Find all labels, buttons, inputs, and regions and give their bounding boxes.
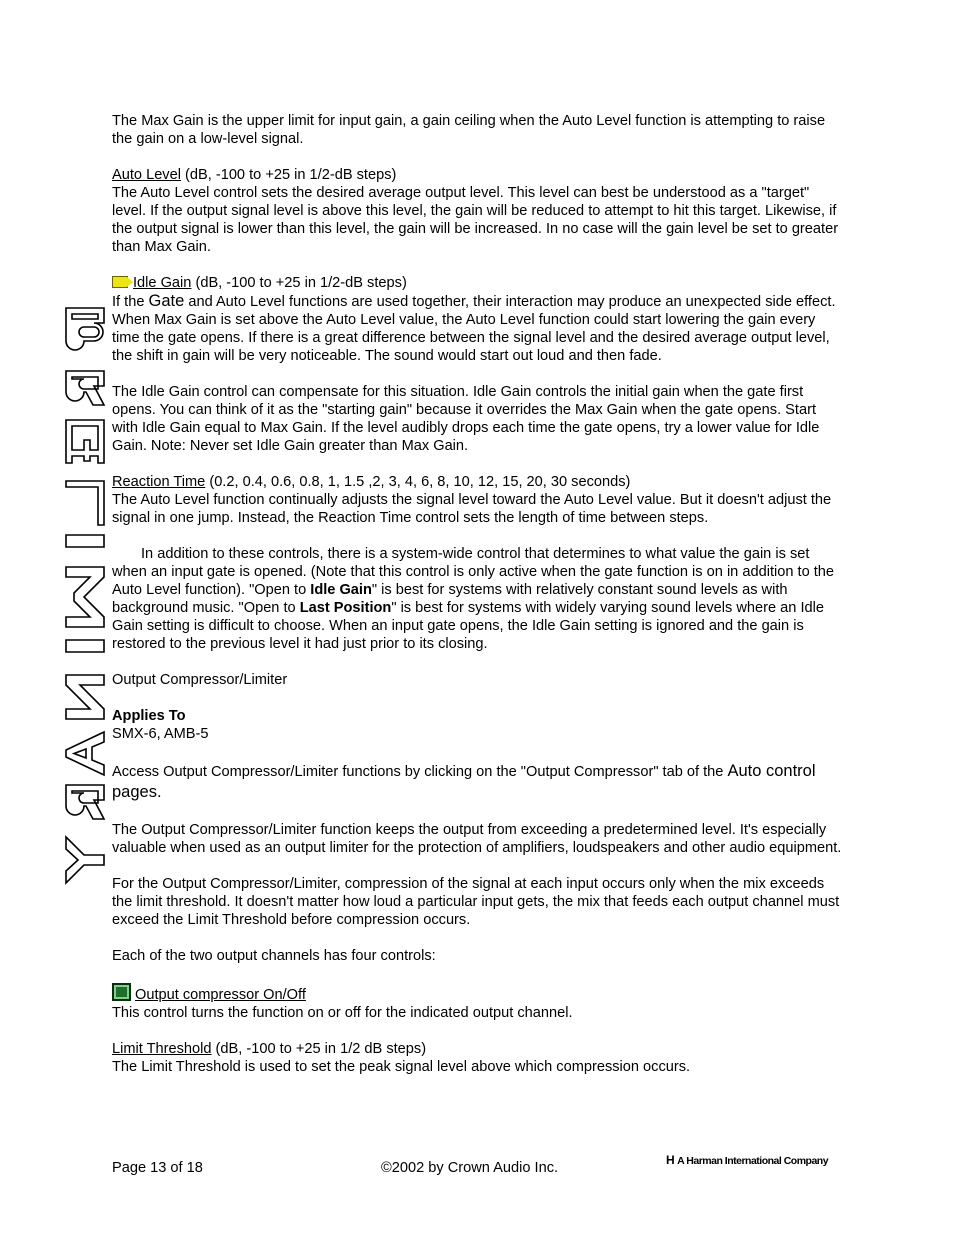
auto-level-section — [112, 166, 844, 256]
ocl-body-1: The Output Compressor/Limiter function keeps the output from exceeding a predetermined level. It's especially valuable when used as an output limiter for the protection of amplifiers, loudspeakers and other audio equipment. — [112, 822, 842, 856]
applies-to-body: SMX-6, AMB-5 — [112, 726, 209, 742]
harman-logo-text: A Harman International Company — [677, 1155, 829, 1167]
limit-threshold-title: Limit Threshold — [112, 1041, 212, 1057]
ocl-body-3: Each of the two output channels has four controls: — [112, 948, 436, 964]
auto-level-body: The Auto Level control sets the desired average output level. This level can best be understood as a "target" level. If the output signal level is above this level, the gain will be reduced to attempt to hit this target. Likewise, if the output signal is lower than this level, the gain will be increased. In no case will the gain level be set to greater than Max Gain. — [112, 185, 839, 255]
applies-to-title: Applies To — [112, 708, 186, 724]
limit-threshold-body: The Limit Threshold is used to set the peak signal level above which compression occurs. — [112, 1059, 691, 1075]
system-text-c: " is best for systems with widely varying sound levels where an Idle Gain setting is difficult to choose. When an input gate opens, the Idle Gain setting is ignored and the gain is restored to the previous level it had just prior to its closing. — [112, 600, 824, 652]
reaction-time-body: The Auto Level function continually adjusts the signal level toward the Auto Level value. But it doesn't adjust the signal in one jump. Instead, the Reaction Time control sets the length of time between steps. — [112, 492, 832, 526]
limit-threshold-range: (dB, -100 to +25 in 1/2 dB steps) — [211, 1041, 427, 1057]
idle-gain-title: Idle Gain — [133, 275, 192, 291]
onoff-title: Output compressor On/Off — [135, 987, 306, 1003]
idle-gain-range: (dB, -100 to +25 in 1/2-dB steps) — [191, 275, 407, 291]
limit-threshold-section — [112, 1040, 844, 1076]
access-paragraph — [112, 761, 844, 803]
reaction-time-title: Reaction Time — [112, 474, 206, 490]
system-control-paragraph — [112, 545, 844, 653]
arrow-icon — [112, 276, 128, 288]
copyright: ©2002 by Crown Audio Inc. — [381, 1160, 559, 1176]
ocl-body-2: For the Output Compressor/Limiter, compression of the signal at each input occurs only when the mix exceeds the limit threshold. It doesn't matter how loud a particular input gets, the mix that feeds each output channel must exceed the Limit Threshold before compression occurs. — [112, 876, 840, 928]
output-compressor-heading: Output Compressor/Limiter — [112, 672, 288, 688]
page-number: Page 13 of 18 — [112, 1160, 203, 1176]
harman-logo-mark: H — [666, 1153, 675, 1167]
applies-to-section — [112, 707, 844, 743]
idle-gain-body-b: and Auto Level functions are used together, their interaction may produce an unexpected side effect. When Max Gain is set above the Auto Level value, the Auto Level function could start lowering the gain every time the gate opens. If there is a great difference between the signal level and the desired average output level, the shift in gain will be very noticeable. The sound would start out loud and then fade. — [112, 294, 836, 364]
onoff-body: This control turns the function on or off for the indicated output channel. — [112, 1005, 573, 1021]
system-idle-gain: Idle Gain — [310, 582, 372, 598]
onoff-section — [112, 983, 844, 1022]
switch-icon — [112, 983, 131, 1001]
idle-gain-body-gate: Gate — [148, 292, 185, 310]
preliminary-watermark — [60, 305, 110, 895]
idle-gain-body-a: If the — [112, 294, 149, 310]
max-gain-paragraph: The Max Gain is the upper limit for input gain, a gain ceiling when the Auto Level function is attempting to raise the gain on a low-level signal. — [112, 113, 826, 147]
reaction-time-range: (0.2, 0.4, 0.6, 0.8, 1, 1.5 ,2, 3, 4, 6, 8, 10, 12, 15, 20, 30 seconds) — [205, 474, 631, 490]
system-text-b: " is best for systems with relatively constant sound levels as with background music. "Open to — [112, 582, 788, 616]
harman-logo — [666, 1153, 828, 1167]
idle-gain-section — [112, 274, 844, 365]
idle-gain-body-2: The Idle Gain control can compensate for this situation. Idle Gain controls the initial gain when the gate first opens. You can think of it as the "starting gain" because it overrides the Max Gain when the gate opens. Start with Idle Gain equal to Max Gain. If the level audibly drops each time the gate opens, try a lower value for Idle Gain. Note: Never set Idle Gain greater than Max Gain. — [112, 384, 820, 454]
auto-level-range: (dB, -100 to +25 in 1/2-dB steps) — [180, 167, 397, 183]
reaction-time-section — [112, 473, 844, 527]
auto-level-title: Auto Level — [112, 167, 181, 183]
access-text-b: Auto control pages. — [112, 762, 816, 801]
document-body — [112, 112, 844, 1094]
system-last-position: Last Position — [299, 600, 392, 616]
access-text-a: Access Output Compressor/Limiter functions by clicking on the "Output Compressor" tab of the — [112, 764, 728, 780]
system-text-a: In addition to these controls, there is a system-wide control that determines to what value the gain is set when an input gate is opened. (Note that this control is only active when the gate function is on in addition to the Auto Level function). "Open to — [112, 546, 835, 598]
